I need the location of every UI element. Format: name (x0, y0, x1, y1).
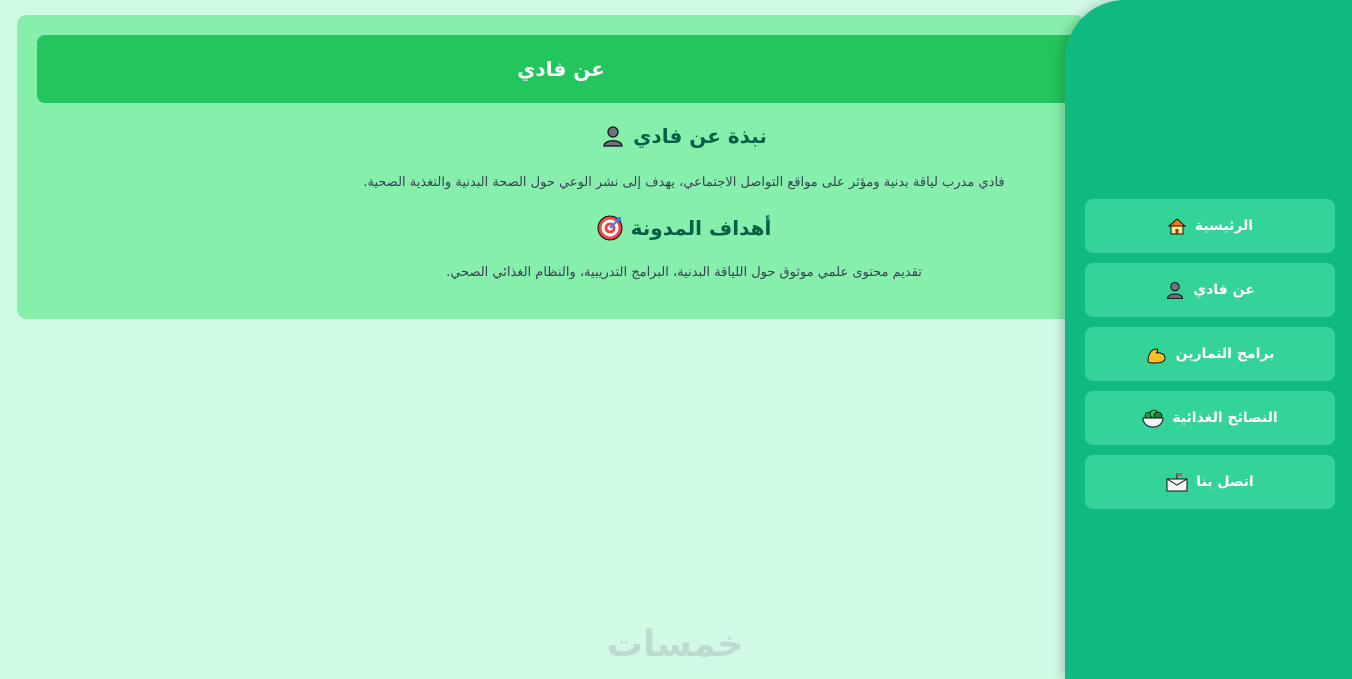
sidebar-item-contact[interactable] (1085, 455, 1335, 509)
sidebar-item-label: الرئيسية (1194, 218, 1254, 234)
mailbox-icon (1166, 472, 1188, 492)
section-text-about: فادي مدرب لياقة بدنية ومؤثر على مواقع التواصل الاجتماعي، يهدف إلى نشر الوعي حول الصحة البدنية والتغذية الصحية. (363, 175, 1005, 190)
page-title: عن فادي (517, 57, 605, 81)
section-title-goals-label: أهداف المدونة (630, 216, 772, 240)
sidebar (1065, 0, 1352, 679)
section-title-about-label: نبذة عن فادي (633, 124, 767, 148)
sidebar-item-label: النصائح الغذائية (1172, 410, 1278, 426)
person-icon (1165, 280, 1185, 300)
target-icon (597, 215, 623, 241)
flexed-biceps-icon (1146, 344, 1168, 364)
salad-bowl-icon (1142, 408, 1164, 428)
page-header (37, 35, 1085, 103)
sidebar-item-home[interactable] (1085, 199, 1335, 253)
sidebar-item-label: برامج التمارين (1175, 346, 1275, 362)
sidebar-item-about[interactable] (1085, 263, 1335, 317)
section-text-goals: تقديم محتوى علمي موثوق حول اللياقة البدنية، البرامج التدريبية، والنظام الغذائي الصحي. (446, 265, 922, 280)
house-icon (1167, 216, 1187, 236)
watermark-logo: خمسات (606, 624, 744, 665)
sidebar-item-label: اتصل بنا (1196, 474, 1254, 490)
sidebar-item-workouts[interactable] (1085, 327, 1335, 381)
sidebar-item-nutrition[interactable] (1085, 391, 1335, 445)
person-icon (601, 124, 625, 148)
sidebar-item-label: عن فادي (1193, 282, 1255, 298)
